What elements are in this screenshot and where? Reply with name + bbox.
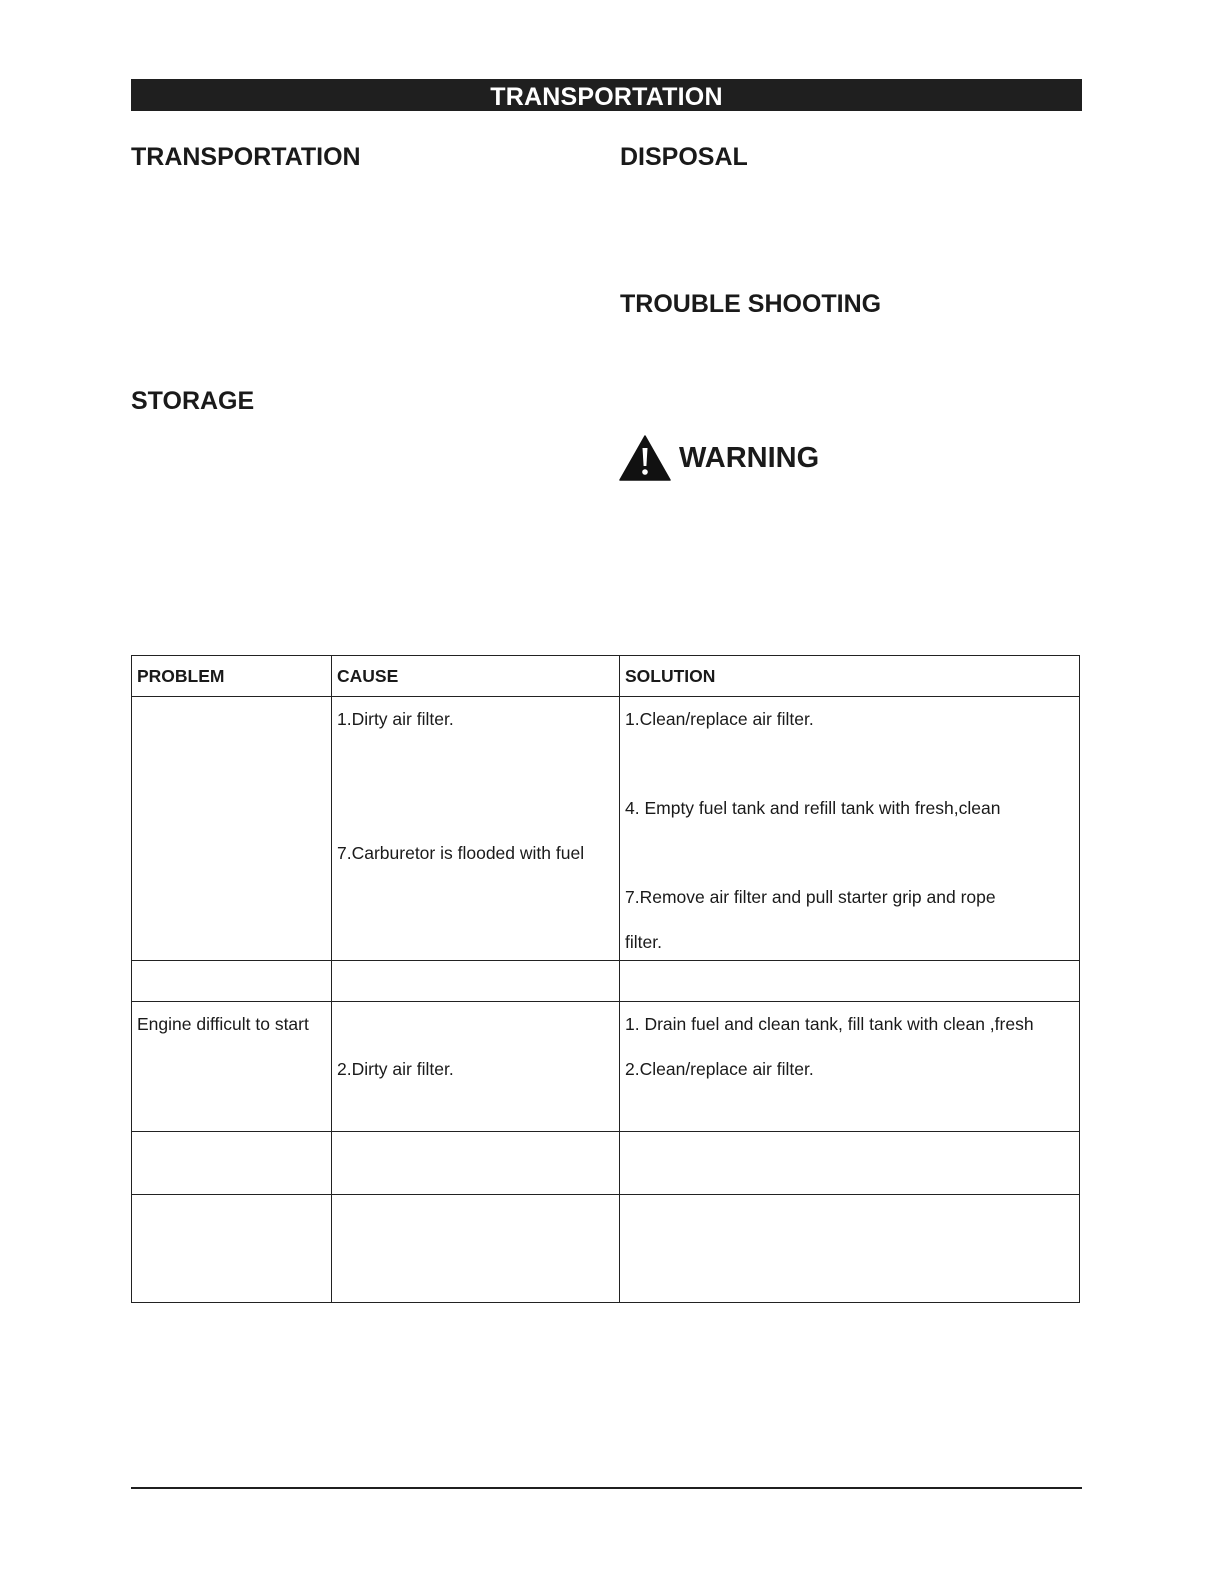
cell-problem [132, 1132, 332, 1195]
cell-cause [332, 697, 620, 961]
header-cause: CAUSE [332, 656, 620, 697]
heading-trouble-shooting: TROUBLE SHOOTING [620, 290, 882, 318]
cell-text-line: 7.Remove air filter and pull starter grip and rope [625, 887, 996, 907]
warning-callout [619, 434, 819, 482]
warning-triangle-icon [619, 435, 671, 481]
cell-solution [620, 1132, 1080, 1195]
cell-solution [620, 697, 1080, 961]
cell-text-line: 1.Dirty air filter. [337, 709, 454, 729]
warning-label: WARNING [679, 442, 820, 474]
header-problem: PROBLEM [132, 656, 332, 697]
table-row [132, 1195, 1080, 1303]
cell-cause [332, 1195, 620, 1303]
header-solution: SOLUTION [620, 656, 1080, 697]
cell-text-line: 4. Empty fuel tank and refill tank with fresh,clean [625, 798, 1001, 818]
table-row [132, 961, 1080, 1002]
heading-storage: STORAGE [131, 387, 255, 415]
cell-solution [620, 961, 1080, 1002]
heading-disposal: DISPOSAL [620, 143, 748, 171]
footer-rule [131, 1487, 1082, 1489]
cell-problem [132, 1002, 332, 1132]
heading-transportation: TRANSPORTATION [131, 143, 361, 171]
troubleshooting-table [131, 655, 1080, 1303]
cell-solution [620, 1002, 1080, 1132]
cell-text-line: filter. [625, 931, 662, 952]
cell-problem [132, 697, 332, 961]
cell-text-line: 7.Carburetor is flooded with fuel [337, 842, 585, 863]
cell-text-line: 1. Drain fuel and clean tank, fill tank with clean ,fresh [625, 1014, 1034, 1034]
table-header-row [132, 656, 1080, 697]
table-row [132, 697, 1080, 961]
cell-text-line: 2.Dirty air filter. [337, 1058, 454, 1079]
cell-cause [332, 1002, 620, 1132]
table-row [132, 1002, 1080, 1132]
cell-cause [332, 961, 620, 1002]
cell-text-line: 2.Clean/replace air filter. [625, 1058, 814, 1079]
cell-text-line: 1.Clean/replace air filter. [625, 709, 814, 729]
cell-problem [132, 1195, 332, 1303]
cell-text-line: Engine difficult to start [137, 1014, 309, 1034]
cell-problem [132, 961, 332, 1002]
cell-solution [620, 1195, 1080, 1303]
cell-cause [332, 1132, 620, 1195]
page-banner: TRANSPORTATION [131, 79, 1082, 111]
table-row [132, 1132, 1080, 1195]
